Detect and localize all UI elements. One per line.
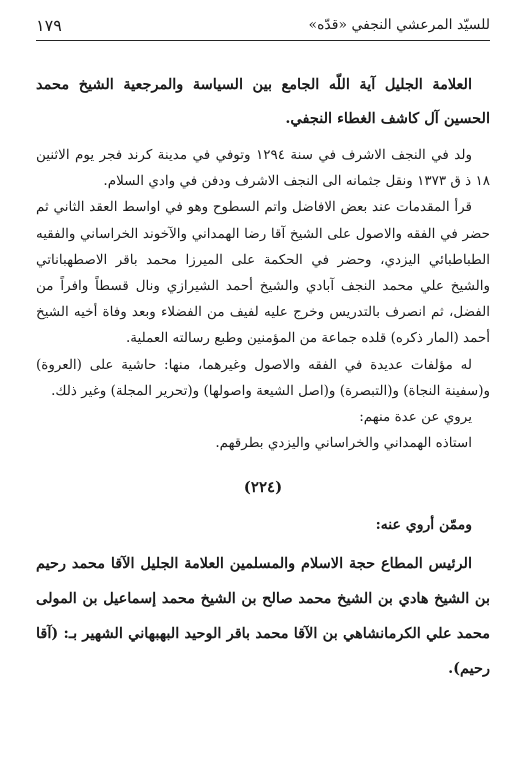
running-title: للسيّد المرعشي النجفي «قدّه» <box>308 17 490 33</box>
page-body <box>36 68 490 686</box>
page-number: ١٧٩ <box>36 15 62 35</box>
narration-intro: يروي عن عدة منهم: <box>359 409 472 426</box>
second-biography-paragraph: الرئيس المطاع حجة الاسلام والمسلمين العلامة الجليل الآقا محمد رحيم بن الشيخ هادي بن الشيخ محمد صالح بن الشيخ محمد إسماعيل بن المولى محمد علي الكرمانشاهي بن الآقا محمد باقر الوحيد البهبهاني الشهير بـ: (آقا رحيم). <box>36 555 490 678</box>
education-paragraph: قرأ المقدمات عند بعض الافاضل واتم السطوح وهو في اواسط العقد الثاني ثم حضر في الفقه والاصول على الشيخ آقا رضا الهمداني والآخوند الخراساني والفقيه الطباطبائي اليزدي، وحضر في الحكمة على الميرزا محمد باقر الاصطهباناتي والشيخ علي محمد النجف آبادي والشيخ أحمد الشيرازي ونال قسطاً وافراً من الفضل، ثم انصرف بالتدريس وخرج عليه لفيف من الفضلاء وبعد وفاة أخيه الشيخ أحمد (المار ذكره) قلده جماعة من المؤمنين وطبع رسالته العملية. <box>36 199 490 347</box>
birth-death-paragraph: ولد في النجف الاشرف في سنة ١٢٩٤ وتوفي في مدينة كرند فجر يوم الاثنين ١٨ ذ ق ١٣٧٣ ونقل جثمانه الى النجف الاشرف ودفن في وادي السلام. <box>36 147 490 190</box>
lead-in-text: وممّن أروي عنه: <box>375 517 472 534</box>
biography-heading-paragraph: العلامة الجليل آية اللّه الجامع بين السياسة والمرجعية الشيخ محمد الحسين آل كاشف الغطاء النجفي. <box>36 76 490 127</box>
works-paragraph: له مؤلفات عديدة في الفقه والاصول وغيرهما، منها: حاشية على (العروة) و(سفينة النجاة) و(التبصرة) و(اصل الشيعة واصولها) و(تحرير المجلة) وغير ذلك. <box>36 356 490 399</box>
page-header <box>36 14 490 36</box>
narration-teachers: استاذه الهمداني والخراساني واليزدي بطرقهم. <box>215 435 472 452</box>
entry-number: (٢٢٤) <box>243 478 283 497</box>
header-divider <box>36 40 490 41</box>
